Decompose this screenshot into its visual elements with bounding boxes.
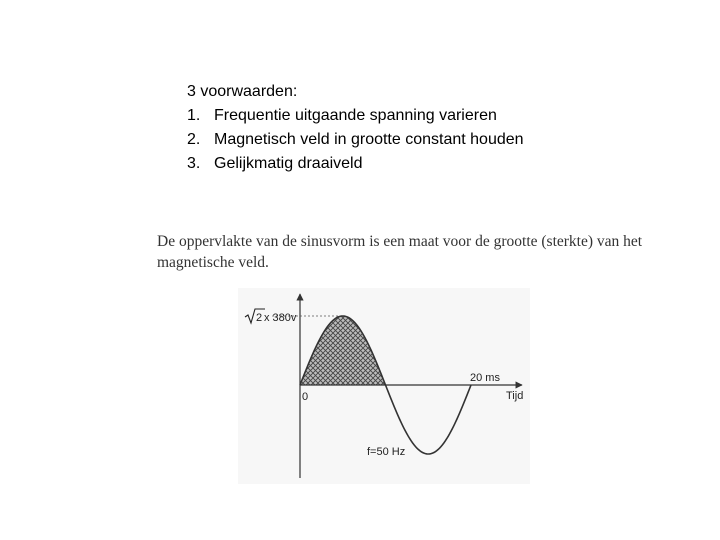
- condition-number: 2.: [187, 131, 201, 148]
- peak-label-radicand: 2: [256, 312, 263, 324]
- peak-label-rest: x 380v: [264, 312, 297, 324]
- sine-wave-diagram: [238, 288, 530, 484]
- origin-label: 0: [302, 391, 309, 403]
- condition-text: Gelijkmatig draaiveld: [214, 155, 363, 172]
- figure-caption: De oppervlakte van de sinusvorm is een maat voor de grootte (sterkte) van het magnetische veld.: [157, 233, 643, 271]
- sine-wave-figure: [238, 288, 530, 484]
- condition-text: Frequentie uitgaande spanning varieren: [214, 107, 497, 124]
- condition-number: 3.: [187, 155, 201, 172]
- conditions-heading: 3 voorwaarden:: [187, 83, 298, 100]
- frequency-label: f=50 Hz: [367, 446, 406, 458]
- condition-item: [187, 104, 524, 128]
- conditions-list: [187, 80, 524, 176]
- condition-item: [187, 128, 524, 152]
- condition-number: 1.: [187, 107, 201, 124]
- period-label: 20 ms: [470, 372, 500, 384]
- time-axis-label: Tijd: [506, 390, 524, 402]
- condition-item: [187, 152, 524, 176]
- condition-text: Magnetisch veld in grootte constant houden: [214, 131, 524, 148]
